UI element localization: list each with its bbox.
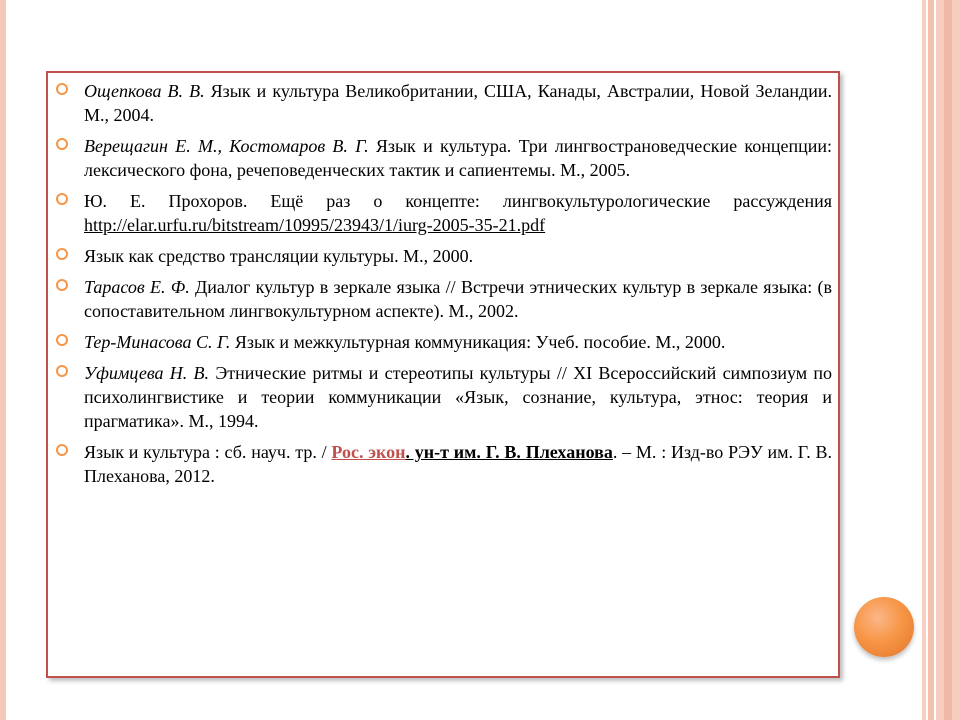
list-item (84, 189, 832, 237)
bibliography-list (84, 79, 832, 495)
right-stripes-decoration (914, 0, 960, 720)
list-item (84, 361, 832, 433)
list-item (84, 79, 832, 127)
left-edge-decoration (0, 0, 6, 720)
bullet-icon (56, 138, 68, 150)
entry-author: Уфимцева Н. В. (84, 363, 210, 383)
bullet-icon (56, 334, 68, 346)
university-name-link[interactable]: . ун-т им. Г. В. Плеханова (405, 442, 613, 462)
entry-text: Этнические ритмы и стереотипы культуры // XI Всероссийский симпозиум по психолингвистике и теории коммуникации «Язык, сознание, культура, этнос: теория и прагматика». М., 1994. (84, 363, 833, 431)
list-item (84, 134, 832, 182)
list-item (84, 440, 832, 488)
entry-text: Язык и культура : сб. науч. тр. / (84, 442, 332, 462)
entry-author: Тер-Минасова С. Г. (84, 332, 231, 352)
entry-text: Язык и культура Великобритании, США, Канады, Австралии, Новой Зеландии. М., 2004. (84, 81, 832, 125)
entry-text: Диалог культур в зеркале языка // Встречи этнических культур в зеркале языка: (в сопоставительном лингвокультурном аспекте). М., 2002. (84, 277, 832, 321)
bibliography-box (46, 71, 840, 678)
entry-text: Язык и межкультурная коммуникация: Учеб. пособие. М., 2000. (230, 332, 726, 352)
entry-text: Ю. Е. Прохоров. Ещё раз о концепте: лингвокультурологические рассуждения (84, 191, 832, 211)
list-item (84, 244, 832, 268)
entry-text: Язык как средство трансляции культуры. М., 2000. (84, 246, 474, 266)
list-item (84, 275, 832, 323)
bullet-icon (56, 83, 68, 95)
bullet-icon (56, 248, 68, 260)
entry-text: . – М. : Изд-во РЭУ им. Г. В. Плеханова, 2012. (84, 442, 832, 486)
list-item (84, 330, 832, 354)
bullet-icon (56, 444, 68, 456)
entry-author: Ощепкова В. В. (84, 81, 205, 101)
entry-url-link[interactable]: http://elar.urfu.ru/bitstream/10995/23943/1/iurg-2005-35-21.pdf (84, 215, 546, 235)
university-link[interactable]: Рос. экон (331, 442, 406, 462)
orange-circle-decoration (854, 597, 914, 657)
entry-author: Тарасов Е. Ф. (84, 277, 190, 297)
entry-text: Язык и культура. Три лингвострановедческие концепции: лексического фона, речеповеденческих тактик и сапиентемы. М., 2005. (84, 136, 832, 180)
bullet-icon (56, 193, 68, 205)
bullet-icon (56, 365, 68, 377)
entry-author: Верещагин Е. М., Костомаров В. Г. (84, 136, 369, 156)
bullet-icon (56, 279, 68, 291)
